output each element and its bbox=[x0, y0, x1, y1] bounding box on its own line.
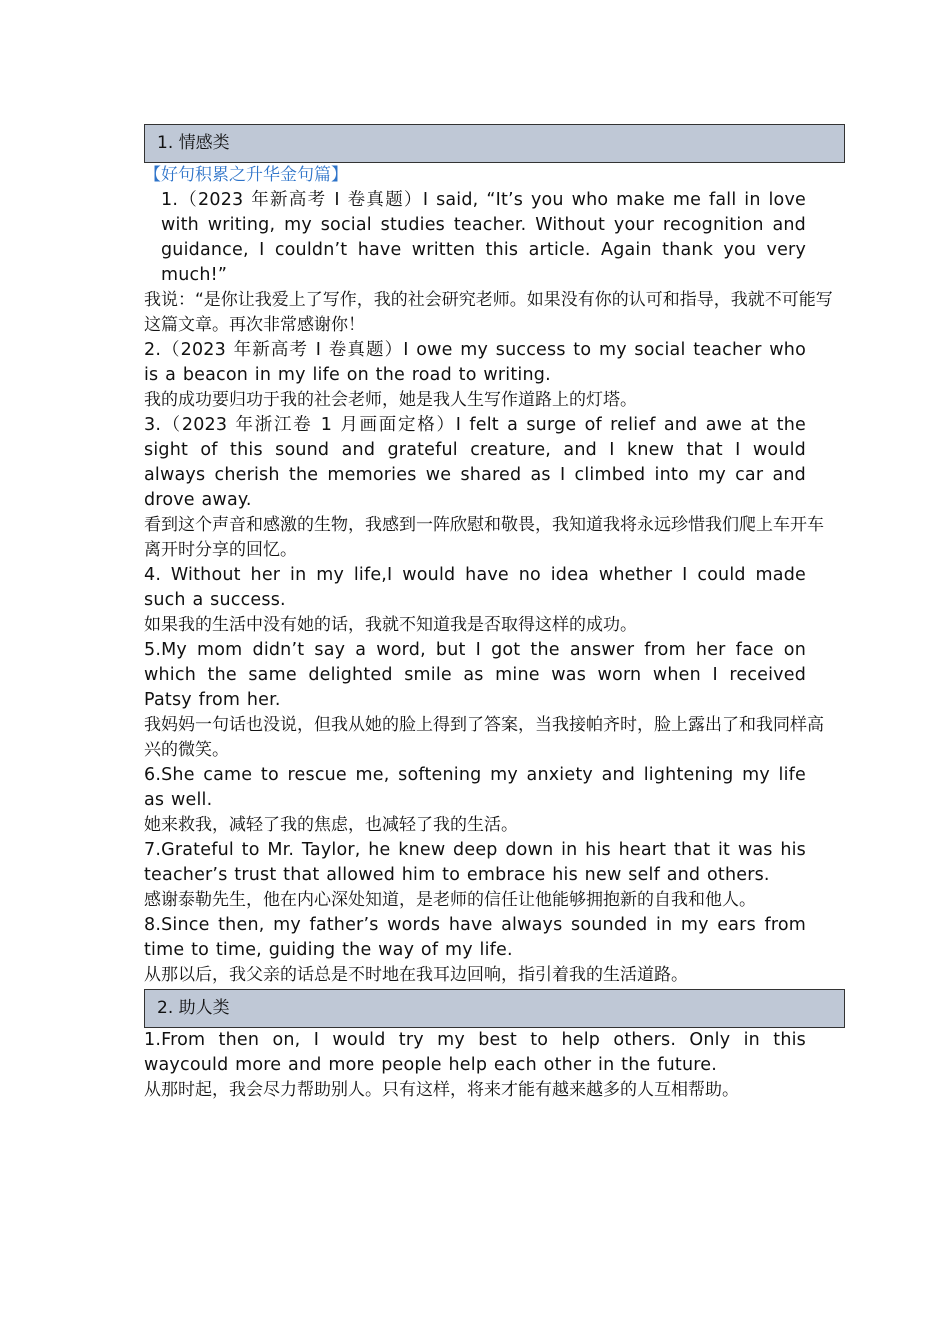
sentence-zh: 我说：“是你让我爱上了写作，我的社会研究老师。如果没有你的认可和指导，我就不可能写这篇文章。再次非常感谢你！ bbox=[144, 290, 833, 335]
sentence-en: 3.（2023 年浙江卷 1 月画面定格）I felt a surge of relief and awe at the sight of this sound and grateful creature, and I knew that I would always cherish the memories we shared as I climbed into my car and drove away. bbox=[144, 415, 806, 510]
sentence-zh: 我妈妈一句话也没说，但我从她的脸上得到了答案，当我接帕齐时，脸上露出了和我同样高兴的微笑。 bbox=[144, 715, 824, 760]
sentence-en: 4. Without her in my life,I would have no idea whether I could made such a success. bbox=[144, 565, 806, 610]
sentence-en: 6.She came to rescue me, softening my anxiety and lightening my life as well. bbox=[144, 765, 806, 810]
sentence-en: 2.（2023 年新高考 I 卷真题）I owe my success to my social teacher who is a beacon in my life on the road to writing. bbox=[144, 340, 806, 385]
sentence-zh: 她来救我，减轻了我的焦虑，也减轻了我的生活。 bbox=[144, 815, 518, 835]
sentence-en: 7.Grateful to Mr. Taylor, he knew deep down in his heart that it was his teacher’s trust that allowed him to embrace his new self and others. bbox=[144, 840, 806, 885]
sentence-zh: 从那以后，我父亲的话总是不时地在我耳边回响，指引着我的生活道路。 bbox=[144, 965, 688, 985]
sentence-zh: 感谢泰勒先生，他在内心深处知道，是老师的信任让他能够拥抱新的自我和他人。 bbox=[144, 890, 756, 910]
sentence-en: 1.（2023 年新高考 I 卷真题）I said, “It’s you who make me fall in love with writing, my social studies teacher. Without your recognition and guidance, I couldn’t have written this article. Again thank you very much!” bbox=[161, 190, 806, 285]
section-intro: 【好句积累之升华金句篇】 bbox=[144, 165, 348, 185]
sentence-zh: 如果我的生活中没有她的话，我就不知道我是否取得这样的成功。 bbox=[144, 615, 637, 635]
sentence-zh: 我的成功要归功于我的社会老师，她是我人生写作道路上的灯塔。 bbox=[144, 390, 637, 410]
document-content bbox=[144, 124, 845, 1103]
sentence-zh: 从那时起，我会尽力帮助别人。只有这样，将来才能有越来越多的人互相帮助。 bbox=[144, 1080, 739, 1100]
section-heading-helping: 2. 助人类 bbox=[144, 989, 845, 1028]
sentence-en: 8.Since then, my father’s words have always sounded in my ears from time to time, guiding the way of my life. bbox=[144, 915, 806, 960]
section-heading-emotion: 1. 情感类 bbox=[144, 124, 845, 163]
sentence-zh: 看到这个声音和感激的生物，我感到一阵欣慰和敬畏，我知道我将永远珍惜我们爬上车开车离开时分享的回忆。 bbox=[144, 515, 824, 560]
sentence-en: 5.My mom didn’t say a word, but I got the answer from her face on which the same delighted smile as mine was worn when I received Patsy from her. bbox=[144, 640, 806, 710]
sentence-en: 1.From then on, I would try my best to help others. Only in this waycould more and more people help each other in the future. bbox=[144, 1030, 806, 1075]
